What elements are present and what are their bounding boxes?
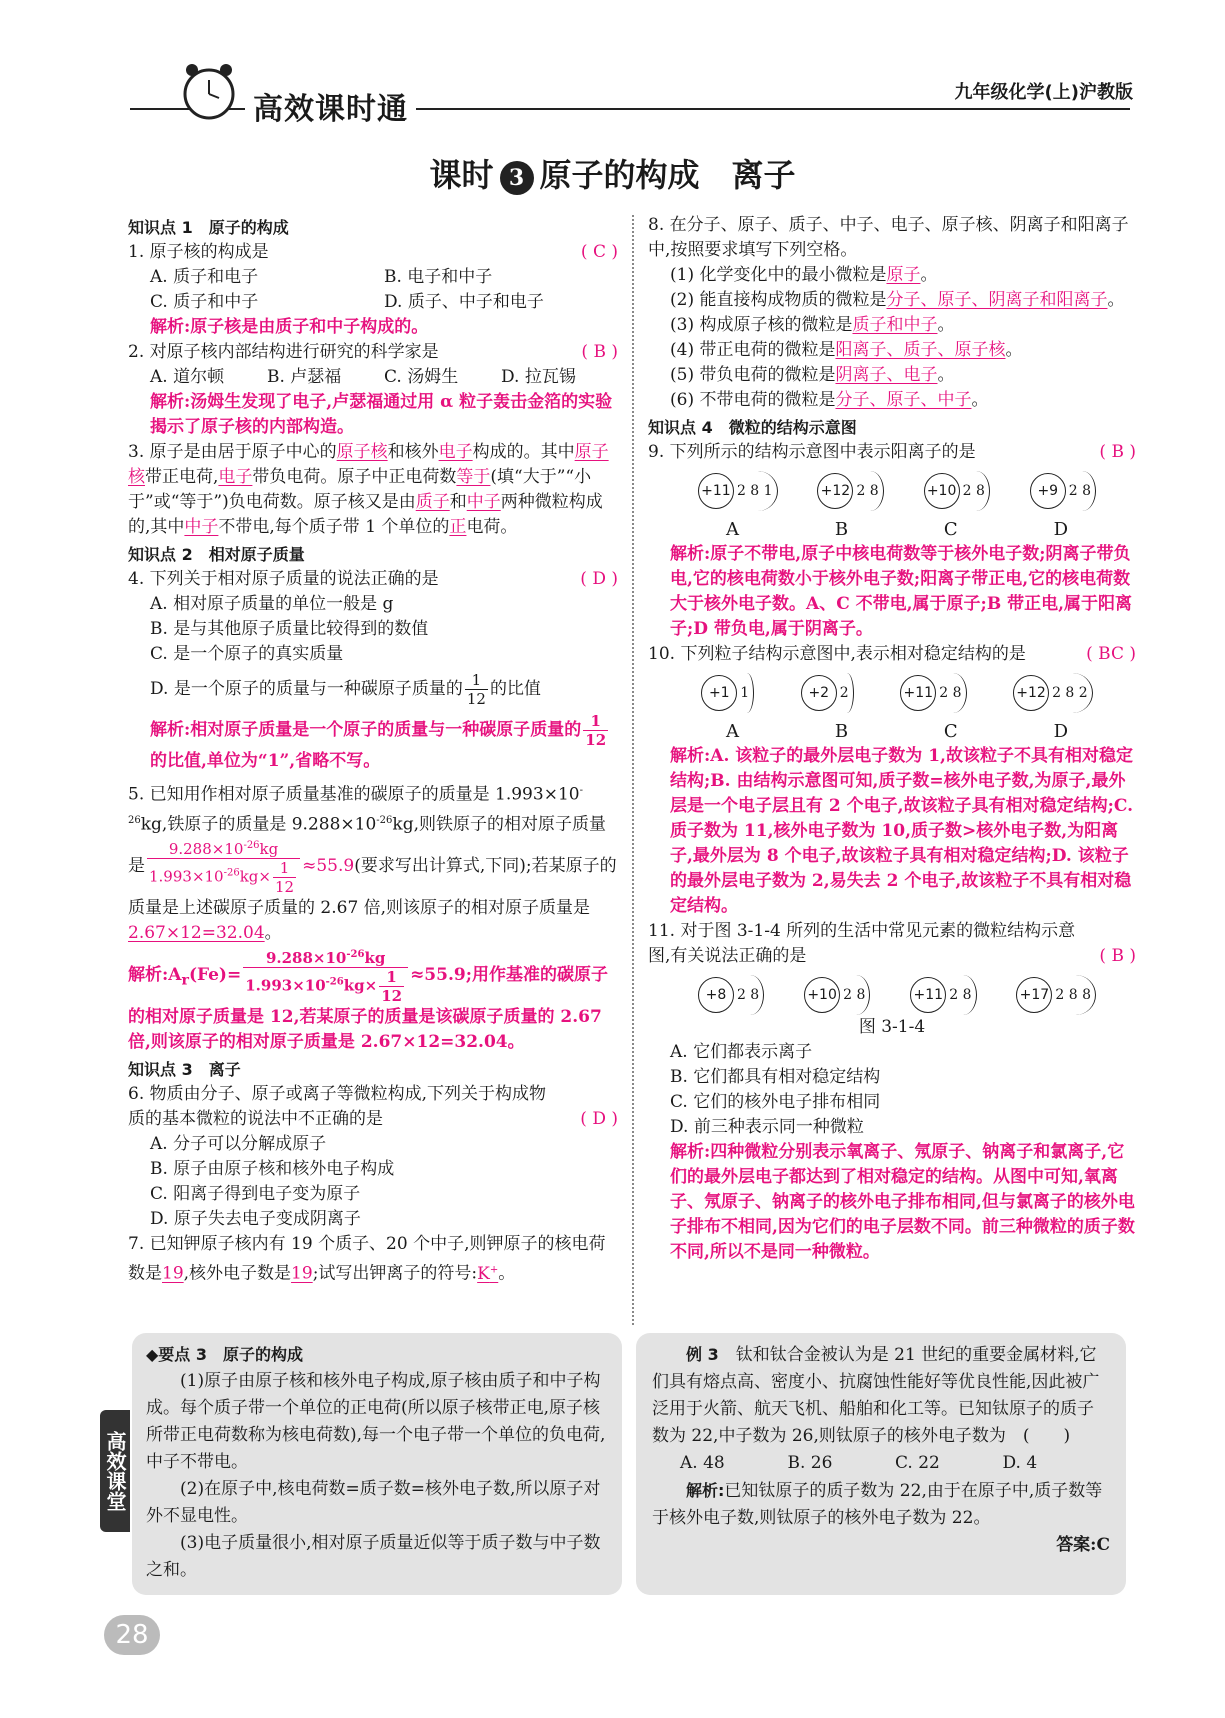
answer-1: ( C ) <box>580 242 618 262</box>
shells: 2 8 <box>856 471 883 511</box>
answer-9: ( B ) <box>1099 442 1136 462</box>
structure-diagrams-11 <box>648 969 1136 1015</box>
shells: 2 8 1 <box>737 471 778 511</box>
key-point-heading: ◆要点 3 原子的构成 <box>146 1345 304 1364</box>
question-8: 8. 在分子、原子、质子、中子、电子、原子核、阴离子和阳离子中,按照要求填写下列空格。 (1) 化学变化中的最小微粒是原子。 (2) 能直接构成物质的微粒是分子、原子、阴离子和阳离子。 (3) 构成原子核的微粒是质子和中子。 (4) 带正电荷的微粒是阳离子、质子、原子核。 (5) 带负电荷的微粒是阴离子、电子。 (6) 不带电荷的微粒是分子、原子、中子。 <box>648 215 1129 410</box>
explanation-1: 解析:原子核是由质子和中子构成的。 <box>150 317 429 337</box>
nucleus: +12 <box>817 473 853 509</box>
nucleus: +10 <box>924 473 960 509</box>
answer-4: ( D ) <box>580 569 618 589</box>
key-point-box: ◆要点 3 原子的构成 (1)原子由原子核和核外电子构成,原子核由质子和中子构成。每个质子带一个单位的正电荷(所以原子核带正电,原子核所带正电荷数称为核电荷数),每一个电子带一个单位的负电荷,中子不带电。 (2)在原子中,核电荷数=质子数=核外电子数,所以原子对外不显电性。 (3)电子质量很小,相对原子质量近似等于质子数与中子数之和。 <box>132 1333 622 1595</box>
shells: 2 8 <box>1069 471 1096 511</box>
explanation-2: 解析:汤姆生发现了电子,卢瑟福通过用 α 粒子轰击金箔的实验揭示了原子核的内部构造。 <box>150 392 613 437</box>
shells: 2 8 <box>939 673 966 713</box>
left-column <box>128 213 618 1287</box>
question-5: 5. 已知用作相对原子质量基准的碳原子的质量是 $1.993\times 10^{-26}kg$,铁原子的质量是 $9.288\times 10^{-26}kg$,则铁原子的相对原子质量是 $9.288\times 10^{-26}kg$ $1.993\times 10^{-26}kg\times$ $\frac{1}{12}$ ≈55.9(要求写出计算式,下同);若某原子的质量是上述碳原子质量的 2.67 倍,则该原子的相对原子质量是2.67×12=32.04。 解析$:A_r(Fe)=$ $9.288\times 10^{-26}kg$ $1.993\times 10^{-26}kg\times$ $\frac{1}{12}$ ≈55.9;用作基准的碳原子的相对原子质量是 12,若某原子的质量是该碳原子质量的 2.67 倍,则该原子的相对原子质量是 2.67×12=32.04。 <box>128 784 617 1053</box>
question-9: 9. 下列所示的结构示意图中表示阳离子的是 ( B ) +11 2 8 1 +12 2 8 +10 2 8 +9 2 8 A B C D 解析:原子不带电,原子中核电荷数等于核外电子数;阴离子带负电,它的核电荷数小于核外电子数;阳离子带正电,它的核电荷数大于核外电子数。A、C 不带电,属于原子;B 带正电,属于阳离子;D 带负电,属于阴离子。 <box>648 440 1136 642</box>
shells: 2 8 <box>737 975 764 1015</box>
nucleus: +2 <box>801 675 837 711</box>
question-6: 6. 物质由分子、原子或离子等微粒构成,下列关于构成物质的基本微粒的说法中不正确的是 ( D ) A. 分子可以分解成原子 B. 原子由原子核和核外电子构成 C. 阳离子得到电子变为原子 D. 原子失去电子变成阴离子 <box>128 1084 618 1230</box>
explanation-11: 解析:四种微粒分别表示氧离子、氖原子、钠离子和氯离子,它们的最外层电子都达到了相对稳定的结构。从图中可知,氧离子、氖原子、钠离子的核外电子排布相同,但与氯离子的核外电子排布不相同,因为它们的电子层数不同。前三种微粒的质子数不同,所以不是同一种微粒。 <box>670 1142 1135 1262</box>
question-3: 3. 原子是由居于原子中心的原子核和核外电子构成的。其中原子核带正电荷,电子带负电荷。原子中正电荷数等于(填“大于”“小于”或“等于”)负电荷数。原子核又是由质子和中子两种微粒构成的,其中中子不带电,每个质子带 1 个单位的正电荷。 <box>128 442 609 537</box>
explanation-10: 解析:A. 该粒子的最外层电子数为 1,故该粒子不具有相对稳定结构;B. 由结构示意图可知,质子数=核外电子数,为原子,最外层是一个电子层且有 2 个电子,故该粒子具有相对稳定结构;C. 质子数为 11,核外电子数为 10,质子数>核外电子数,为阳离子,最外层为 8 个电子,故该粒子具有相对稳定结构;D. 该粒子的最外层电子数为 2,易失去 2 个电子,故该粒子不具有相对稳定结构。 <box>670 746 1134 916</box>
knowledge-point-2: 知识点 2 相对原子质量 <box>128 545 305 564</box>
question-1: 1. 原子核的构成是 ( C ) A. 质子和电子 B. 电子和中子 C. 质子和中子 D. 质子、中子和电子 解析:原子核是由质子和中子构成的。 <box>128 240 618 340</box>
right-column <box>648 213 1136 1265</box>
figure-caption: 图 3-1-4 <box>858 1017 926 1037</box>
shells: 2 8 <box>949 975 976 1015</box>
question-2: 2. 对原子核内部结构进行研究的科学家是 ( B ) A. 道尔顿 B. 卢瑟福 C. 汤姆生 D. 拉瓦锡 解析:汤姆生发现了电子,卢瑟福通过用 α 粒子轰击金箔的实验揭示了原子核的内部构造。 <box>128 340 618 440</box>
nucleus: +10 <box>804 977 840 1013</box>
example-label: 例 3 <box>686 1345 719 1364</box>
question-10: 10. 下列粒子结构示意图中,表示相对稳定结构的是 ( BC ) +1 1 +2 2 +11 2 8 +12 2 8 2 A B C D 解析:A. 该粒子的最外层电子数为 1,故该粒子不具有相对稳定结构;B. 由结构示意图可知,质子数=核外电子数,为原子,最外层是一个电子层且有 2 个电子,故该粒子具有相对稳定结构;C. 质子数为 11,核外电子数为 10,质子数>核外电子数,为阳离子,最外层为 8 个电子,故该粒子具有相对稳定结构;D. 该粒子的最外层电子数为 2,易失去 2 个电子,故该粒子不具有相对稳定结构。 <box>648 642 1136 919</box>
shells: 1 <box>740 673 754 713</box>
lesson-number-badge: 3 <box>500 161 534 195</box>
lesson-title: 课时 3 原子的构成 离子 <box>429 156 796 194</box>
question-11: 11. 对于图 3-1-4 所列的生活中常见元素的微粒结构示意图,有关说法正确的是 ( B ) +8 2 8 +10 2 8 +11 2 8 +17 2 8 8 图 3-1-4 A. 它们都表示离子 B. 它们都具有相对稳定结构 C. 它们的核外电子排布相同 D. 前三种表示同一种微粒 解析:四种微粒分别表示氧离子、氖原子、钠离子和氯离子,它们的最外层电子都达到了相对稳定的结构。从图中可知,氧离子、氖原子、钠离子的核外电子排布相同,但与氯离子的核外电子排布不相同,因为它们的电子层数不同。前三种微粒的质子数不同,所以不是同一种微粒。 <box>648 919 1136 1265</box>
nucleus: +11 <box>698 473 734 509</box>
nucleus: +8 <box>698 977 734 1013</box>
example-box: 例 3 钛和钛合金被认为是 21 世纪的重要金属材料,它们具有熔点高、密度小、抗腐蚀性能好等优良性能,因此被广泛用于火箭、航天飞机、船舶和化工等。已知钛原子的质子数为 22,中子数为 26,则钛原子的核外电子数为 ( ) A. 48 B. 26 C. 22 D. 4 解析:已知钛原子的质子数为 22,由于在原子中,质子数等于核外电子数,则钛原子的核外电子数为 22。 答案:C <box>636 1333 1126 1595</box>
page-number: 28 <box>104 1615 160 1655</box>
nucleus: +11 <box>910 977 946 1013</box>
knowledge-point-1: 知识点 1 原子的构成 <box>128 218 289 237</box>
example-answer: 答案:C <box>1056 1535 1110 1555</box>
nucleus: +11 <box>900 675 936 711</box>
shells: 2 8 8 <box>1055 975 1096 1015</box>
nucleus: +1 <box>701 675 737 711</box>
side-tab: 高效课堂 <box>100 1410 130 1532</box>
structure-diagrams-10 <box>648 667 1136 713</box>
structure-diagrams-9 <box>648 465 1136 511</box>
logo-text: 高效课时通 <box>245 84 416 128</box>
shells: 2 8 <box>843 975 870 1015</box>
nucleus: +17 <box>1016 977 1052 1013</box>
book-title: 九年级化学(上)沪教版 <box>945 78 1133 104</box>
knowledge-point-4: 知识点 4 微粒的结构示意图 <box>648 418 857 437</box>
alarm-clock-icon <box>178 60 240 122</box>
explanation-9: 解析:原子不带电,原子中核电荷数等于核外电子数;阴离子带负电,它的核电荷数小于核外电子数;阳离子带正电,它的核电荷数大于核外电子数。A、C 不带电,属于原子;B 带正电,属于阳离子;D 带负电,属于阴离子。 <box>670 544 1133 639</box>
question-7: 7. 已知钾原子核内有 19 个质子、20 个中子,则钾原子的核电荷数是19,核外电子数是19;试写出钾离子的符号:K+。 <box>128 1234 606 1284</box>
nucleus: +9 <box>1030 473 1066 509</box>
shells: 2 <box>840 673 854 713</box>
answer-10: ( BC ) <box>1086 644 1136 664</box>
knowledge-point-3: 知识点 3 离子 <box>128 1060 241 1080</box>
shells: 2 8 2 <box>1052 673 1093 713</box>
answer-2: ( B ) <box>581 342 618 362</box>
answer-11: ( B ) <box>1099 946 1136 966</box>
question-4: 4. 下列关于相对原子质量的说法正确的是 ( D ) A. 相对原子质量的单位一般是 g B. 是与其他原子质量比较得到的数值 C. 是一个原子的真实质量 D. 是一个原子的质量与一种碳原子质量的 $\frac{1}{12}$ 的比值 解析:相对原子质量是一个原子的质量与一种碳原子质量的 $\frac{1}{12}$ 的比值,单位为“1”,省略不写。 <box>128 569 618 771</box>
shells: 2 8 <box>963 471 990 511</box>
answer-6: ( D ) <box>580 1109 618 1130</box>
column-divider <box>632 215 634 1325</box>
nucleus: +12 <box>1013 675 1049 711</box>
